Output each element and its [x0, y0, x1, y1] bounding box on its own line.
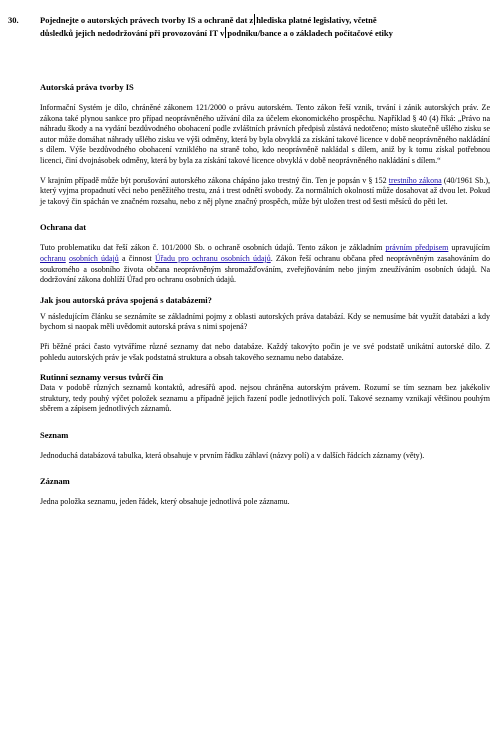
link-personal-data[interactable]: osobních údajů — [68, 253, 119, 263]
link-criminal-code[interactable]: trestního zákona — [388, 175, 442, 185]
paragraph-record: Jedna položka seznamu, jeden řádek, který obsahuje jednotlivá pole záznamu. — [40, 497, 290, 507]
paragraph-routine-lists: Data v podobě různých seznamů kontaktů, adresářů apod. nejsou chráněna autorským právem. Rozumí se tím seznam bez jakékoliv struktury, tedy pouhý výčet položek seznamu a případně jejich řazení podle jednotlivých polí. Takové seznamy vznikají většinou pouhým sběrem a zápisem jednotlivých záznamů. — [40, 383, 490, 414]
question-text — [40, 14, 492, 40]
text-fragment: V krajním případě může být porušování autorského zákona chápáno jako trestný čin. Ten je popsán v § 152 — [40, 175, 389, 185]
section-title-authors-rights: Autorská práva tvorby IS — [40, 82, 134, 92]
paragraph-criminal-law — [40, 176, 490, 208]
paragraph-databases-work: Při běžné práci často vytváříme různé seznamy dat nebo databáze. Každý takovýto počin je ve své podstatě unikátní autorské dílo. Z pohledu autorských práv je však podstatná struktura a obsah takového seznamu nebo databáze. — [40, 341, 490, 362]
link-data-office[interactable]: Úřadu pro ochranu osobních údajů — [154, 253, 271, 263]
question-line1b: hlediska platné legislativy, včetně — [256, 15, 377, 25]
section-title-databases: Jak jsou autorská práva spojená s databázemi? — [40, 294, 212, 305]
section-title-record: Záznam — [40, 476, 70, 487]
link-protection[interactable]: ochranu — [40, 253, 66, 263]
section-title-routine-lists: Rutinní seznamy versus tvůrčí čin — [40, 372, 164, 383]
paragraph-authors-law: Informační Systém je dílo, chráněné zákonem 121/2000 o právu autorském. Tento zákon řeší vznik, trvání i zánik autorských práv. Ze zákona také plynou sankce pro případ neoprávněného užívání díla za účelem ekonomického prospěchu. Například § 40 (4) říká: „Právo na náhradu škody a na vydání bezdůvodného obohacení podle zvláštních právních předpisů zůstává nedotčeno; místo skutečně ušlého zisku se autor může domáhat náhrady ušlého zisku ve výši odměny, která by byla obvyklá za získání takové licence v době neoprávněného nakládání s dílem. Výše bezdůvodného obohacení vzniklého na straně toho, kdo neoprávněně nakládal s dílem, aniž by k tomu získal potřebnou licenci, činí dvojnásobek odměny, která by byla za získání takové licence obvyklá v době neoprávněného nakládání s dílem.“ — [40, 103, 490, 165]
text-fragment: a činnost — [118, 253, 155, 263]
paragraph-databases-intro: V následujícím článku se seznámíte se základními pojmy z oblasti autorských práva databází. Kdy se nemusíme bát využít databázi a kdy bychom si naopak měli uvědomit autorská práva s nimi spojená? — [40, 311, 490, 332]
section-title-list: Seznam — [40, 429, 69, 440]
paragraph-list: Jednoduchá databázová tabulka, která obsahuje v prvním řádku záhlaví (názvy polí) a v dalších řádcích záznamy (věty). — [40, 450, 425, 460]
question-line2b: podniku/bance a o základech počítačové etiky — [227, 28, 393, 38]
document-body — [40, 82, 490, 517]
paragraph-data-protection — [40, 243, 490, 285]
text-fragment: upravujícím — [448, 243, 491, 253]
link-legal-regulation[interactable]: právním předpisem — [385, 243, 449, 253]
question-line1a: Pojednejte o autorských právech tvorby IS a ochraně dat z — [40, 15, 254, 25]
text-fragment: . Zákon řeší ochranu občana před neoprávněným zasahováním do soukromého a osobního života občana neoprávněným shromažďováním, zveřejňováním nebo jiným zneužíváním osobních údajů. Na dodržování zákona dohlíží Úřad pro ochranu osobních údajů. — [40, 253, 490, 285]
text-fragment: (40/1961 Sb.), který vyjma propadnutí věci nebo peněžitého trestu, zná i trest odnětí svobody. Za normálních okolností může dosahovat až dvou let. Pokud je takový čin spáchán ve značném rozsahu, nebo z něj plyne značný prospěch, může být uložen trest od šesti měsíců do pěti let. — [40, 175, 491, 206]
section-title-data-protection: Ochrana dat — [40, 222, 87, 233]
question-line2a: důsledků jejich nedodržování při provozování IT v — [40, 28, 225, 38]
question-number: 30. — [8, 15, 19, 25]
text-fragment: Tuto problematiku dat řeší zákon č. 101/2000 Sb. o ochraně osobních údajů. Tento zákon je základním — [40, 243, 386, 253]
